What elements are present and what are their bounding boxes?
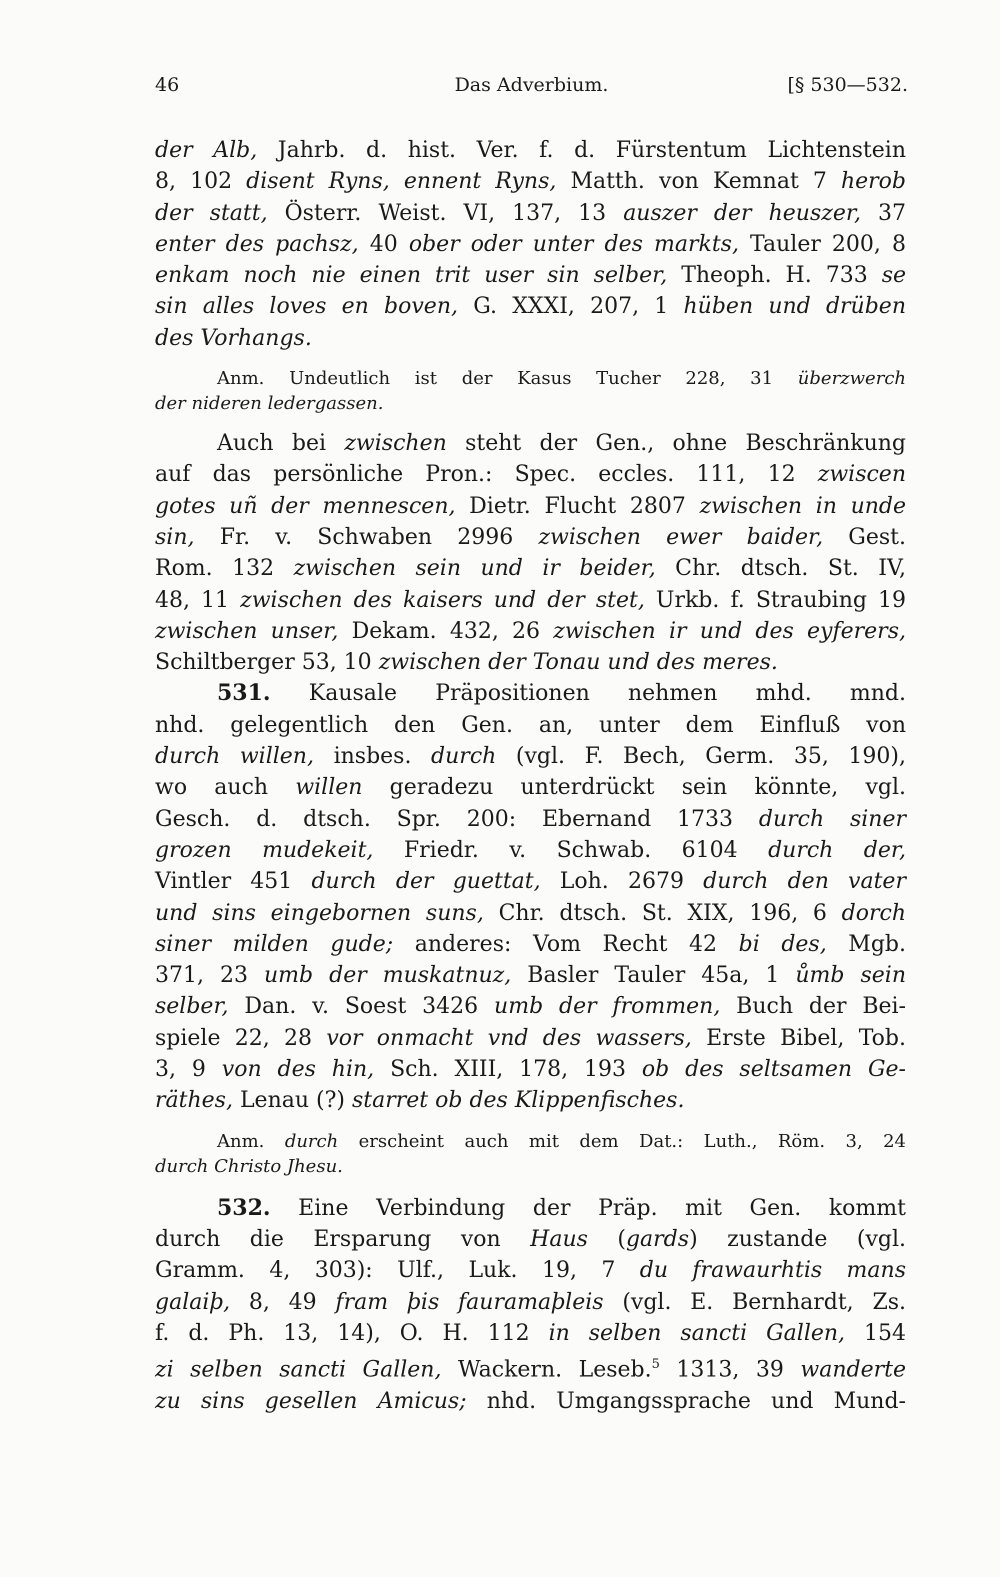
text-line: 531. Kausale Präpositionen nehmen mhd. mnd. xyxy=(217,680,906,707)
paragraph-continuation xyxy=(155,135,906,354)
section-range: [§ 530—532. xyxy=(787,74,908,96)
text-line: siner milden gude; anderes: Vom Recht 42 bi des, Mgb. xyxy=(155,931,906,957)
text-line: enkam noch nie einen trit user sin selber, Theoph. H. 733 se xyxy=(155,263,906,289)
text-line: f. d. Ph. 13, 14), O. H. 112 in selben sancti Gallen, 154 xyxy=(155,1320,906,1346)
note-line: Anm. Undeutlich ist der Kasus Tucher 228, 31 überzwerch xyxy=(217,368,906,390)
text-line: durch die Ersparung von Haus (gards) zustande (vgl. xyxy=(155,1226,906,1252)
text-line: grozen mudekeit, Friedr. v. Schwab. 6104 durch der, xyxy=(155,837,906,863)
paragraph-zwischen xyxy=(155,428,906,678)
text-line: Schiltberger 53, 10 zwischen der Tonau und des meres. xyxy=(155,650,778,676)
page-number: 46 xyxy=(155,74,180,96)
section-532 xyxy=(155,1193,906,1417)
section-number: 531. xyxy=(217,680,271,707)
text-line: sin alles loves en boven, G. XXXI, 207, 1 hüben und drüben xyxy=(155,294,906,320)
running-title: Das Adverbium. xyxy=(454,74,609,96)
text-line: Rom. 132 zwischen sein und ir beider, Chr. dtsch. St. IV, xyxy=(155,556,906,582)
text-line: nhd. gelegentlich den Gen. an, unter dem Einfluß von xyxy=(155,712,906,738)
text-line: 8, 102 disent Ryns, ennent Ryns, Matth. von Kemnat 7 herob xyxy=(155,169,907,195)
text-line: Gesch. d. dtsch. Spr. 200: Ebernand 1733 durch siner xyxy=(155,806,906,832)
page-header xyxy=(155,74,908,104)
text-line: zi selben sancti Gallen, Wackern. Leseb.$^5$ 1313, 39 wanderte xyxy=(155,1357,906,1383)
text-line: und sins eingebornen suns, Chr. dtsch. St. XIX, 196, 6 dorch xyxy=(155,900,906,926)
text-line: galaiþ, 8, 49 fram þis fauramaþleis (vgl. E. Bernhardt, Zs. xyxy=(155,1289,907,1315)
note-anm-2 xyxy=(155,1129,906,1179)
text-line: wo auch willen geradezu unterdrückt sein könnte, vgl. xyxy=(155,775,906,801)
text-line: des Vorhangs. xyxy=(155,325,312,351)
text-line: selber, Dan. v. Soest 3426 umb der frommen, Buch der Bei- xyxy=(155,994,906,1020)
text-line: 532. Eine Verbindung der Präp. mit Gen. kommt xyxy=(217,1194,906,1221)
text-line: 48, 11 zwischen des kaisers und der stet, Urkb. f. Straubing 19 xyxy=(155,587,906,613)
text-line: spiele 22, 28 vor onmacht vnd des wassers, Erste Bibel, Tob. xyxy=(155,1025,906,1051)
note-line: durch Christo Jhesu. xyxy=(155,1155,343,1177)
edition-superscript: 5 xyxy=(651,1357,660,1373)
note-line: Anm. durch erscheint auch mit dem Dat.: Luth., Röm. 3, 24 xyxy=(217,1130,906,1152)
text-line: der statt, Österr. Weist. VI, 137, 13 auszer der heuszer, 37 xyxy=(155,200,906,226)
note-anm-1 xyxy=(155,366,906,416)
text-line: zu sins gesellen Amicus; nhd. Umgangssprache und Mund- xyxy=(155,1388,906,1414)
note-line: der nideren ledergassen. xyxy=(155,393,384,415)
text-line: auf das persönliche Pron.: Spec. eccles. 111, 12 zwiscen xyxy=(155,462,906,488)
text-line: räthes, Lenau (?) starret ob des Klippenfisches. xyxy=(155,1088,685,1114)
text-line: Vintler 451 durch der guettat, Loh. 2679 durch den vater xyxy=(155,869,906,895)
text-line: Auch bei zwischen steht der Gen., ohne Beschränkung xyxy=(217,431,907,457)
text-line: Gramm. 4, 303): Ulf., Luk. 19, 7 du frawaurhtis mans xyxy=(155,1258,906,1284)
text-line: der Alb, Jahrb. d. hist. Ver. f. d. Fürstentum Lichtenstein xyxy=(155,138,906,163)
text-line: zwischen unser, Dekam. 432, 26 zwischen ir und des eyferers, xyxy=(155,618,906,644)
text-line: gotes uñ der mennescen, Dietr. Flucht 2807 zwischen in unde xyxy=(155,493,907,519)
text-line: durch willen, insbes. durch (vgl. F. Bech, Germ. 35, 190), xyxy=(155,744,906,770)
section-531 xyxy=(155,678,906,1116)
main-text xyxy=(155,135,906,1417)
section-number: 532. xyxy=(217,1194,271,1221)
text-line: sin, Fr. v. Schwaben 2996 zwischen ewer baider, Gest. xyxy=(155,524,906,550)
text-line: enter des pachsz, 40 ober oder unter des markts, Tauler 200, 8 xyxy=(155,231,906,257)
text-line: 3, 9 von des hin, Sch. XIII, 178, 193 ob des seltsamen Ge- xyxy=(155,1057,906,1083)
text-line: 371, 23 umb der muskatnuz, Basler Tauler 45a, 1 ůmb sein xyxy=(155,963,907,989)
